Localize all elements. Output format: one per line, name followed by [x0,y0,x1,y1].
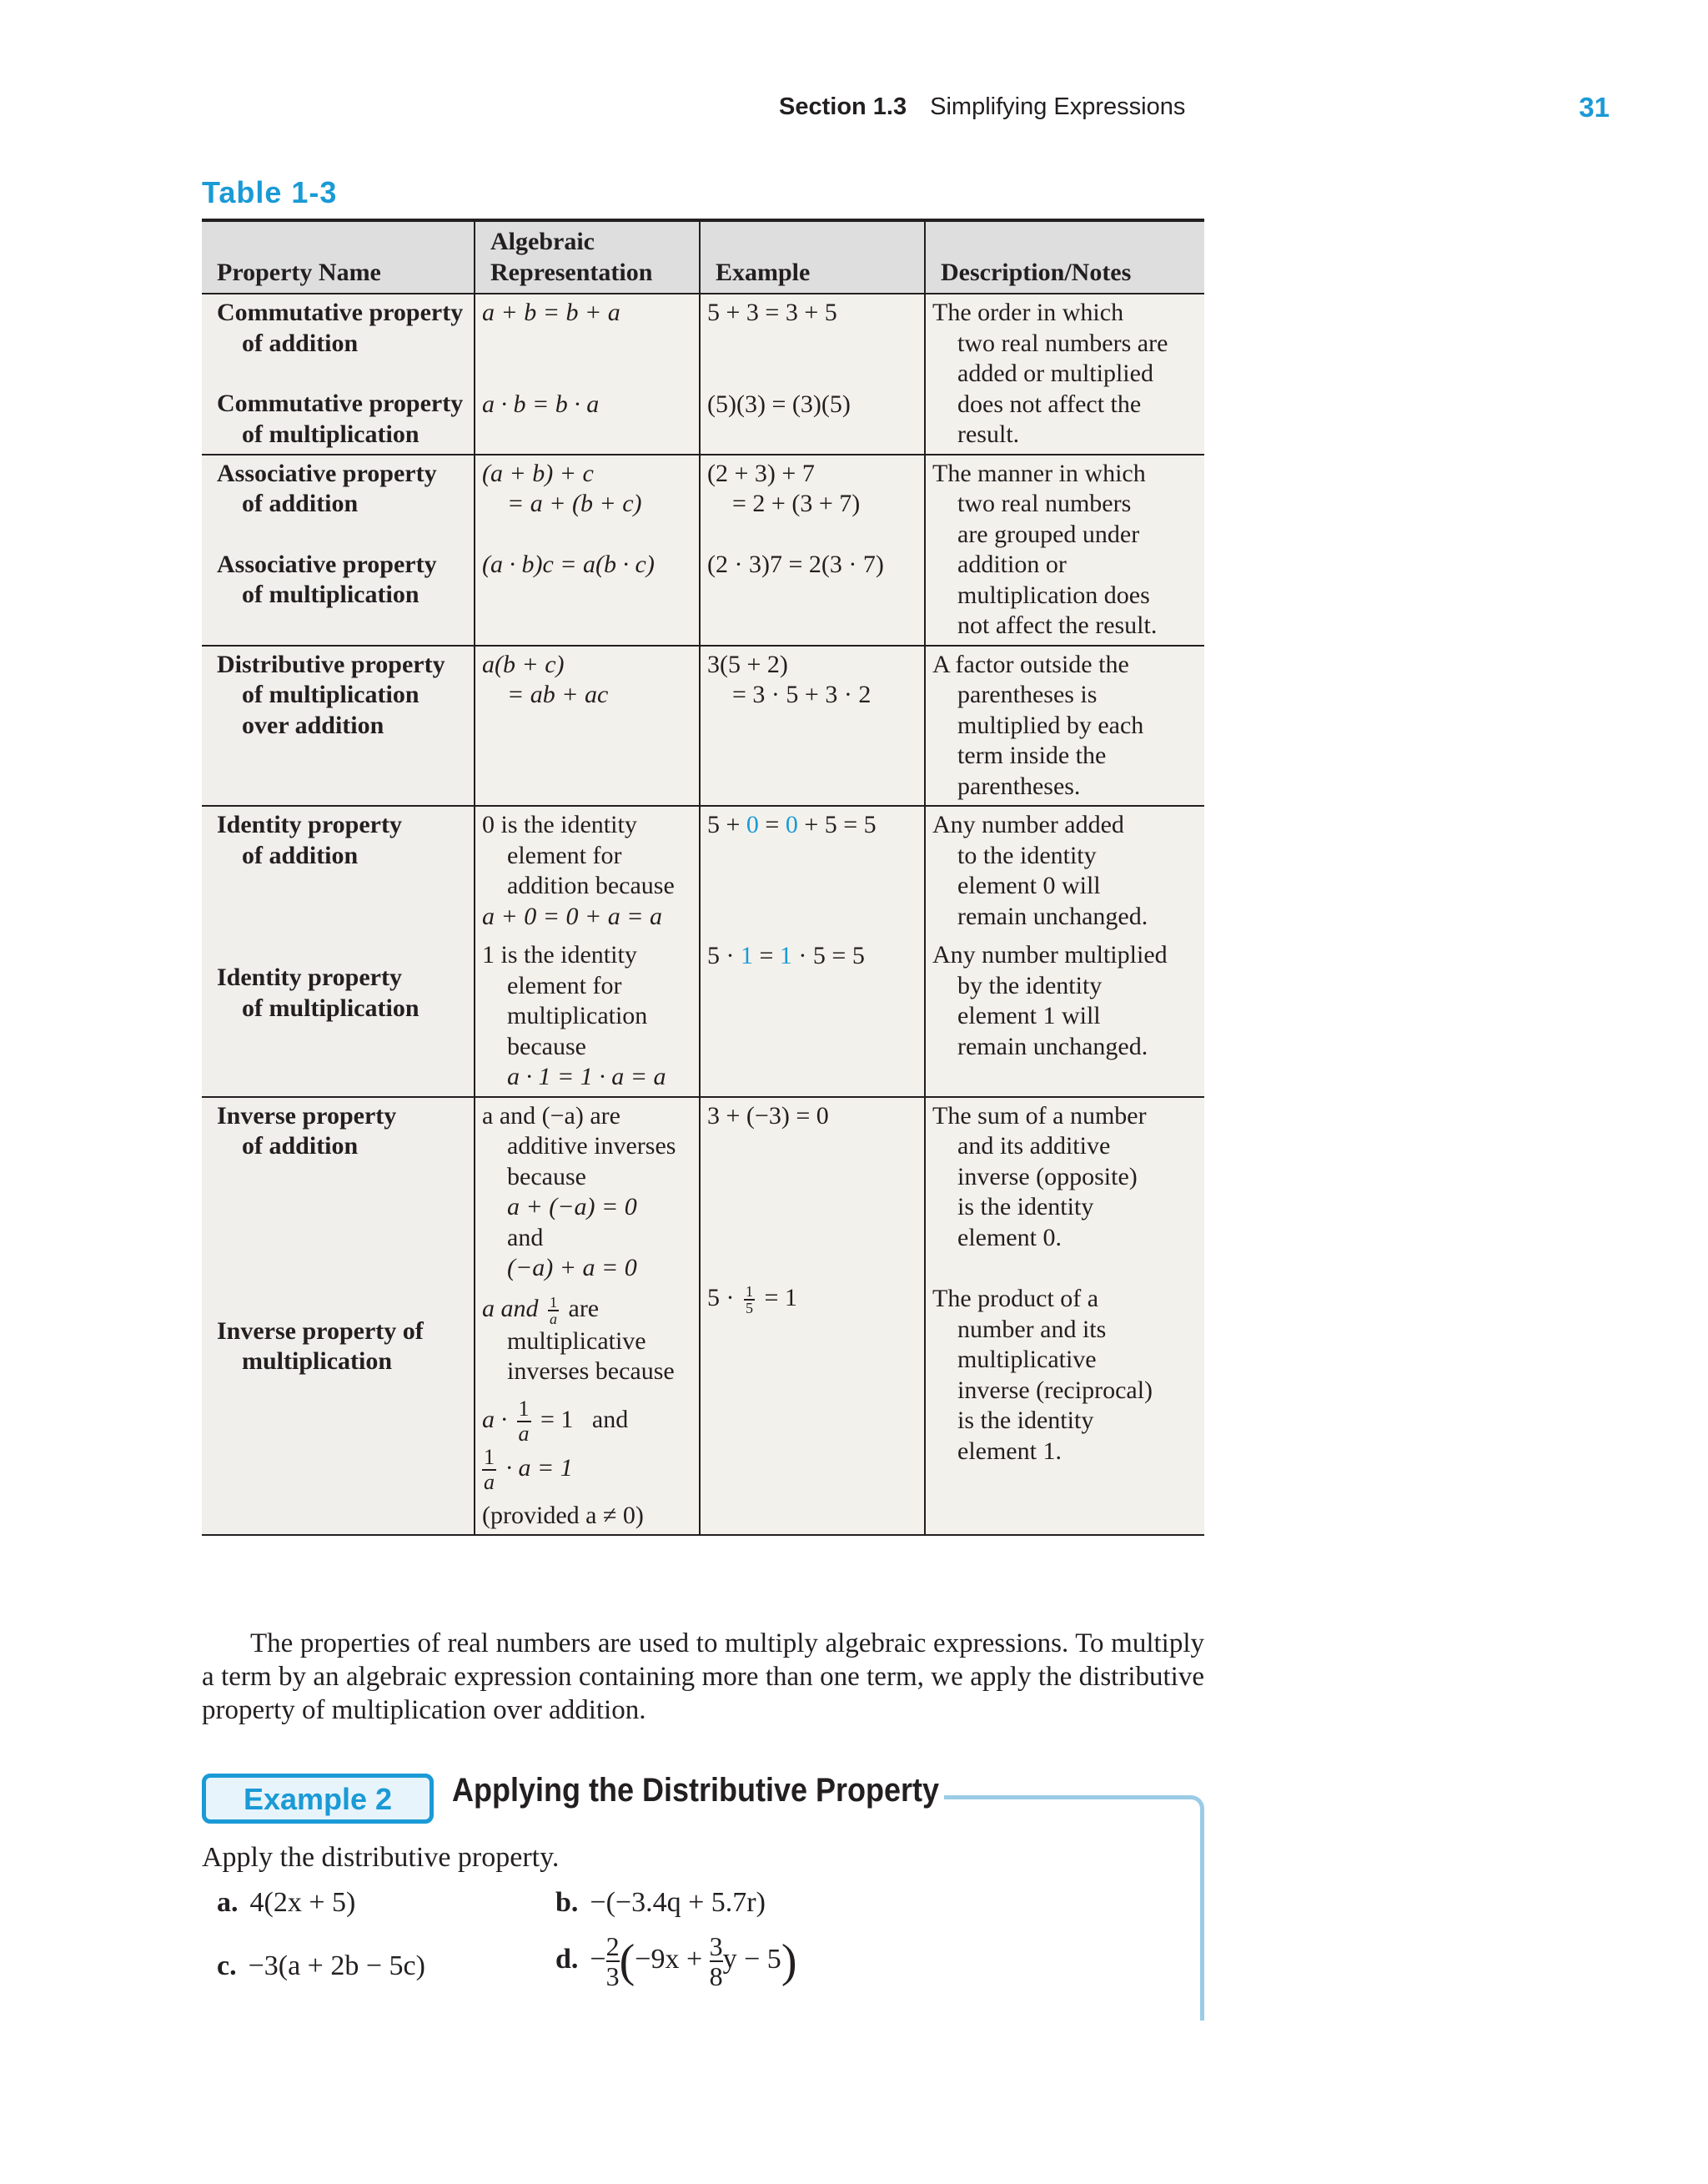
example-cell: (2 + 3) + 7 = 2 + (3 + 7) (2 · 3)7 = 2(3 · 7) [700,455,925,646]
algebraic-cell: a + b = b + a a · b = b · a [475,294,700,455]
table-header-row [202,220,1204,294]
table-row [202,806,1204,1097]
algebraic-cell: (a + b) + c = a + (b + c) (a · b)c = a(b · c) [475,455,700,646]
example-cell: 5 + 0 = 0 + 5 = 5 5 · 1 = 1 · 5 = 5 [700,806,925,1097]
section-title: Simplifying Expressions [930,93,1186,120]
algebraic-cell: a and (−a) are additive inverses because a + (−a) = 0 and (−a) + a = 0 a and $\frac{1}{a}$ are multiplicative inverses because a · $\frac{1}{a}$ = 1 and $\frac{1}{a}$ · a = 1 (provided a ≠ 0) [475,1097,700,1536]
example-instruction: Apply the distributive property. [202,1842,560,1873]
col-header-example: Example [700,220,925,294]
property-name-cell: Inverse property of addition Inverse property of multiplication [202,1097,475,1536]
page-number: 31 [1579,92,1610,123]
body-paragraph: The properties of real numbers are used to multiply algebraic expressions. To multiply a term by an algebraic expression containing more than one term, we apply the distributive property of multiplication over addition. [202,1628,1204,1725]
algebraic-cell: 0 is the identity element for addition because a + 0 = 0 + a = a 1 is the identity element for multiplication because a · 1 = 1 · a = a [475,806,700,1097]
section-number: Section 1.3 [779,93,907,120]
running-header [779,93,1185,121]
description-cell: The manner in which two real numbers are grouped under addition or multiplication does not affect the result. [925,455,1204,646]
description-cell: The sum of a number and its additive inverse (opposite) is the identity element 0. The product of a number and its multiplicative inverse (reciprocal) is the identity element 1. [925,1097,1204,1536]
example-title: Applying the Distributive Property [452,1772,940,1809]
property-name-cell: Distributive property of multiplication over addition [202,646,475,807]
problem-c: c. −3(a + 2b − 5c) [217,1950,425,1981]
property-name-cell: Identity property of addition Identity property of multiplication [202,806,475,1097]
example-cell: 3(5 + 2) = 3 · 5 + 3 · 2 [700,646,925,807]
example-cell: 3 + (−3) = 0 5 · $\frac{1}{5}$ = 1 [700,1097,925,1536]
example-cell: 5 + 3 = 3 + 5 (5)(3) = (3)(5) [700,294,925,455]
description-cell: Any number added to the identity element 0 will remain unchanged. Any number multiplied by the identity element 1 will remain unchanged. [925,806,1204,1097]
table-row [202,455,1204,646]
col-header-algebraic-representation: Algebraic Representation [475,220,700,294]
properties-table [202,219,1204,1536]
property-name-cell: Commutative property of addition Commutative property of multiplication [202,294,475,455]
example-label-badge: Example 2 [202,1774,434,1824]
description-cell: The order in which two real numbers are added or multiplied does not affect the result. [925,294,1204,455]
col-header-description: Description/Notes [925,220,1204,294]
problem-a: a. 4(2x + 5) [217,1887,356,1918]
example-frame-line [944,1795,1204,2020]
table-row [202,1097,1204,1536]
description-cell: A factor outside the parentheses is multiplied by each term inside the parentheses. [925,646,1204,807]
table-title: Table 1-3 [202,175,338,209]
property-name-cell: Associative property of addition Associative property of multiplication [202,455,475,646]
table-row [202,646,1204,807]
problem-d: d. − $\frac{2}{3}$ (−9x + $\frac{3}{8}$ y − 5) [555,1931,797,1991]
col-header-property-name: Property Name [202,220,475,294]
algebraic-cell: a(b + c) = ab + ac [475,646,700,807]
problem-b: b. −(−3.4q + 5.7r) [555,1887,766,1918]
table-row [202,294,1204,455]
